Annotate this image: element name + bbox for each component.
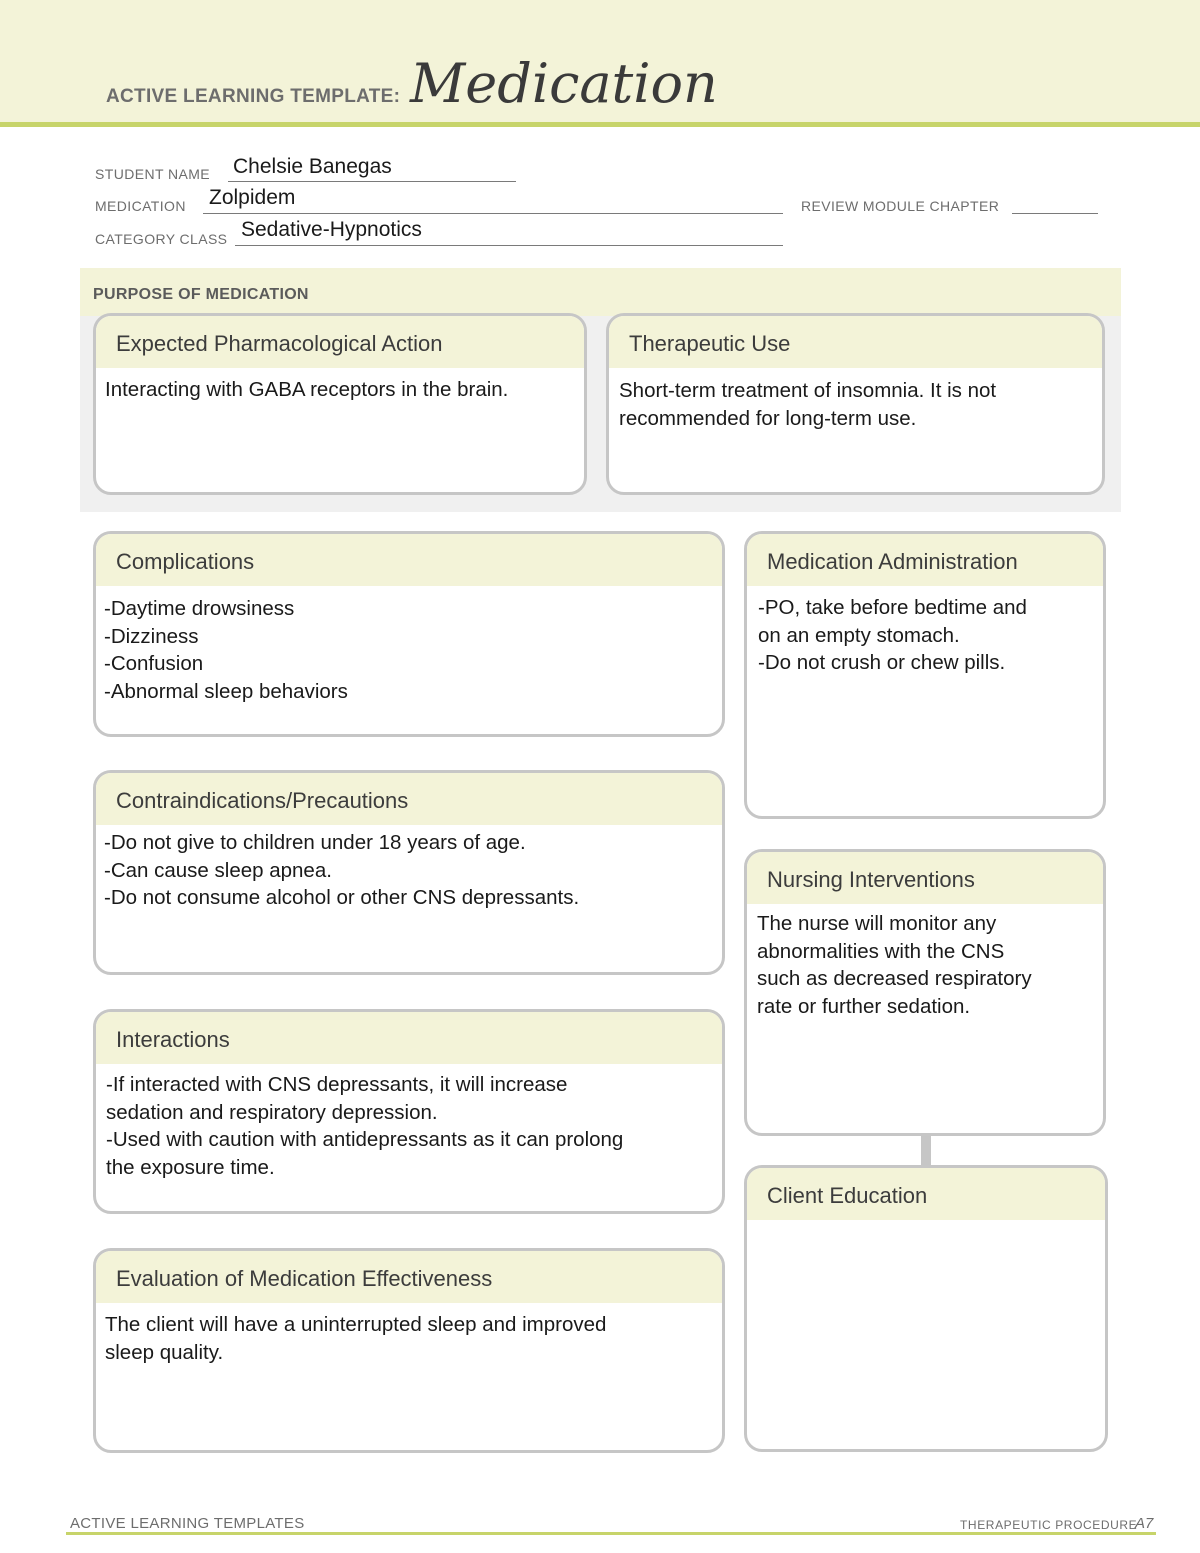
therapeutic-use-title: Therapeutic Use (609, 316, 1102, 368)
complications-title: Complications (96, 534, 722, 586)
evaluation-title: Evaluation of Medication Effectiveness (96, 1251, 722, 1303)
text-line: -Confusion (104, 652, 204, 675)
evaluation-text[interactable] (96, 1303, 722, 1366)
text-line: -Dizziness (104, 624, 199, 648)
footer-right-label: THERAPEUTIC PROCEDURE (960, 1518, 1138, 1532)
expected-action-box (93, 313, 587, 495)
interactions-box (93, 1009, 725, 1214)
text-line: -If interacted with CNS depressants, it will increase (106, 1073, 568, 1096)
therapeutic-use-text[interactable] (609, 368, 1102, 432)
category-class-field[interactable]: Sedative-Hypnotics (241, 218, 422, 241)
medication-administration-title: Medication Administration (747, 534, 1103, 586)
text-line: abnormalities with the CNS (757, 939, 1005, 963)
complications-text[interactable] (96, 586, 722, 705)
text-line: -Do not give to children under 18 years of age. (104, 831, 526, 854)
text-line: -Do not crush or chew pills. (758, 651, 1006, 674)
text-line: Short-term treatment of insomnia. It is not (619, 379, 997, 402)
text-line: recommended for long-term use. (619, 406, 917, 430)
text-line: rate or further sedation. (757, 994, 971, 1018)
footer-rule (66, 1532, 1156, 1535)
footer-left-label: ACTIVE LEARNING TEMPLATES (70, 1515, 305, 1532)
medication-label: MEDICATION (95, 198, 186, 214)
complications-box (93, 531, 725, 737)
text-line: The client will have a uninterrupted sleep and improved (105, 1313, 607, 1336)
medication-administration-box (744, 531, 1106, 819)
medication-field[interactable]: Zolpidem (209, 186, 296, 209)
nursing-interventions-text[interactable] (747, 904, 1103, 1020)
review-module-chapter-label: REVIEW MODULE CHAPTER (801, 198, 1000, 214)
category-class-line (235, 245, 783, 246)
header-rule (0, 122, 1200, 127)
student-name-label: STUDENT NAME (95, 166, 210, 182)
page-number: A7 (1135, 1515, 1154, 1532)
text-line: the exposure time. (106, 1155, 275, 1179)
text-line: sleep quality. (105, 1340, 224, 1364)
nursing-interventions-title: Nursing Interventions (747, 852, 1103, 904)
text-line: sedation and respiratory depression. (106, 1100, 438, 1124)
page-title: Medication (410, 52, 718, 115)
text-line: such as decreased respiratory (757, 967, 1032, 990)
contraindications-title: Contraindications/Precautions (96, 773, 722, 825)
connector-bar (921, 1134, 931, 1166)
purpose-title: PURPOSE OF MEDICATION (93, 286, 309, 303)
therapeutic-use-box (606, 313, 1105, 495)
text-line: on an empty stomach. (758, 623, 960, 647)
medication-administration-text[interactable] (747, 586, 1103, 677)
client-education-text[interactable] (747, 1220, 1105, 1228)
contraindications-text[interactable] (96, 825, 722, 912)
text-line: -PO, take before bedtime and (758, 596, 1027, 619)
expected-action-text[interactable] (96, 368, 584, 404)
template-prefix: ACTIVE LEARNING TEMPLATE: (106, 86, 401, 107)
text-line: -Used with caution with antidepressants as it can prolong (106, 1128, 624, 1151)
text-line: -Do not consume alcohol or other CNS depressants. (104, 886, 580, 909)
text-line: -Can cause sleep apnea. (104, 858, 332, 882)
nursing-interventions-box (744, 849, 1106, 1136)
client-education-title: Client Education (747, 1168, 1105, 1220)
medication-line (203, 213, 783, 214)
contraindications-box (93, 770, 725, 975)
review-module-chapter-line (1012, 213, 1098, 214)
category-class-label: CATEGORY CLASS (95, 231, 228, 247)
student-name-line (228, 181, 516, 182)
interactions-title: Interactions (96, 1012, 722, 1064)
text-line: -Daytime drowsiness (104, 597, 295, 620)
client-education-box (744, 1165, 1108, 1452)
interactions-text[interactable] (96, 1064, 722, 1181)
evaluation-box (93, 1248, 725, 1453)
text-line: -Abnormal sleep behaviors (104, 679, 348, 703)
student-name-field[interactable]: Chelsie Banegas (233, 155, 392, 178)
text-line: Interacting with GABA receptors in the brain. (105, 378, 509, 401)
expected-action-title: Expected Pharmacological Action (96, 316, 584, 368)
text-line: The nurse will monitor any (757, 912, 997, 935)
